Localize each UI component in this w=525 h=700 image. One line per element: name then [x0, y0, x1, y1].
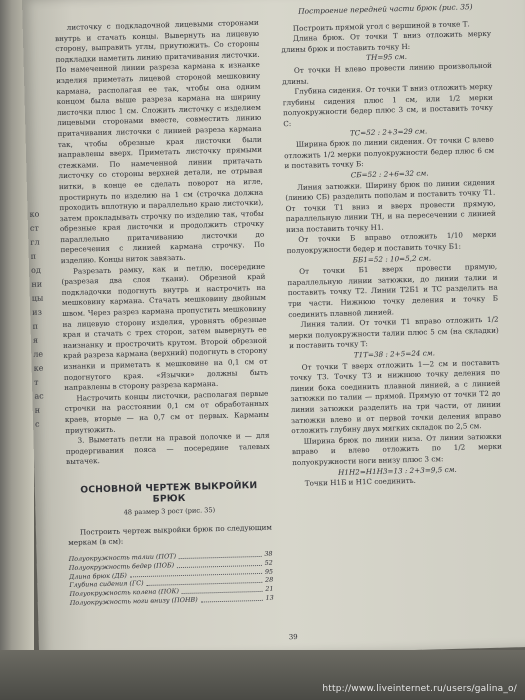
left-paragraph: 3. Выметать петли на правой полочке и — для продергивания пояса — посередине талевых вытачек.: [65, 430, 270, 467]
gutter-line: ни: [31, 279, 43, 289]
measure-label: Длина брюк (ДБ): [69, 570, 127, 581]
measure-value: 38: [264, 549, 273, 558]
leader-dots: [201, 594, 263, 602]
gutter-line: ле: [33, 349, 44, 359]
page-number: 39: [288, 633, 298, 642]
right-paragraph: Длина брюк. От точки Т вниз отложить мерку длины брюк и поставить точку Н:: [281, 28, 492, 55]
gutter-line: цы: [31, 293, 44, 303]
section-subheading: 48 размер 3 рост (рис. 35): [123, 506, 216, 517]
left-paragraph: листочку с подкладочной лицевыми сторонами внутрь и стачать концы. Вывернуть на лицевую сторону, выправить углы, приутюжить. Со стороны подкладки наметить линию притачивания листочки. По намеченной линии разреза кармана к изнанке изделия приметать лицевой стороной мешковину кармана, располагая ее так, чтобы она одним концом была выше разреза кармана на ширину листочки плюс 1 см. Сложить листочку с изделием лицевыми сторонами вместе, совместить линию притачивания листочки с линией разреза кармана так, чтобы обрезные края листочки были направлены вверх. Приметать листочку прямыми стежками. По намеченной линии притачать листочку со стороны верхней детали, не отрывая нитки, в конце ее сделать поворот на игле, простирнуть по изделию на 1 см (строчка должна проходить вплотную и параллельно краю листочки), затем прокладывать строчку по изделию так, чтобы обрезные края листочки и продолжить строчку параллельно притачиванию листочки до пересечения с линией кармана строчку. По изделию. Концы ниток завязать.: [54, 17, 265, 266]
measures-intro: Построить чертеж выкройки брюк по следующим меркам (в см):: [68, 522, 272, 548]
measure-label: Глубина сидения (ГС): [69, 579, 144, 590]
formula-line: Н1Н2=Н1Н3=13 : 2+3=9,5 см.: [337, 464, 457, 477]
gutter-line: н: [34, 405, 41, 415]
right-paragraph: От точки Т вверх отложить 1—2 см и поставить точку Т3. Точку Т3 и нижнюю точку деления по линии бока соединить плавной линией, а с линией затюжки по талии — прямой. Прямую от точки Т2 до линии затюжки разделить на три части, от линии затюжки влево и от первой точки деления вправо отложить глубину двух мягких складок по 2,5 см.: [289, 357, 502, 436]
formula-line: ББ1=52 : 10=5,2 см.: [352, 253, 432, 265]
gutter-line: я: [32, 335, 39, 345]
gutter-line: од: [30, 265, 41, 275]
left-paragraph: Настрочить концы листочки, располагая первые строчки на расстоянии 0,1 см от обработанных краев, вторые — на 0,7 см от первых. Карманы приутюжить.: [64, 388, 270, 435]
right-paragraph: Линия талии. От точки Т1 вправо отложить 1/2 мерки полуокружности талии плюс 5 см (на складки) и поставить точку Т:: [288, 314, 499, 351]
formula-line: ТС=52 : 2+3=29 см.: [349, 125, 428, 137]
gutter-line: п: [32, 321, 39, 331]
formula-line: СБ=52 : 2+6=32 см.: [350, 168, 429, 180]
right-column-header: Построение передней части брюк (рис. 35): [298, 2, 473, 16]
measures-list: [69, 550, 274, 608]
formula-line: Т1Т=38 : 2+5=24 см.: [353, 348, 436, 360]
right-blocks: [281, 18, 503, 489]
measure-value: 95: [264, 567, 274, 576]
right-paragraph: От точки Б1 вверх провести прямую, параллельную линии затюжки, до линии талии и поставить точку Т2. Линии Т2Б1 и ТС разделить на три части. Нижнюю точку деления и точку Б соединить плавной линией.: [287, 261, 499, 319]
measure-label: Полуокружность бедер (ПОБ): [68, 560, 175, 572]
right-paragraph: Ширина брюк по линии сидения. От точки С влево отложить 1/2 мерки полуокружности бедер плюс 6 см и поставить точку Б:: [284, 134, 495, 171]
measure-label: Полуокружность ноги внизу (ПОНВ): [69, 595, 198, 607]
right-paragraph: Точки Н1Б и Н1С соединить.: [304, 475, 416, 488]
gutter-line: ас: [34, 391, 44, 401]
measure-value: 21: [265, 584, 274, 593]
watermark-url: http://www.liveinternet.ru/users/galina_o/: [322, 684, 517, 694]
section-heading: ОСНОВНОЙ ЧЕРТЕЖ ВЫКРОЙКИ БРЮК: [80, 479, 258, 505]
right-column: [280, 2, 503, 490]
right-paragraph: Глубина сидения. От точки Т вниз отложить мерку глубины сидения плюс 1 см, или 1/2 мерки полуокружности бедер плюс 3 см, и поставить точку С:: [282, 81, 494, 129]
measure-label: Полуокружность талии (ПОТ): [68, 552, 177, 563]
measure-value: 13: [265, 593, 274, 602]
measure-label: Полуокружность колена (ПОК): [69, 587, 180, 599]
right-paragraph: От точки Н влево провести линию произвольной длины.: [282, 60, 492, 86]
gutter-line: из: [32, 307, 42, 317]
book-page: [22, 0, 525, 660]
measure-value: 52: [264, 558, 273, 567]
leader-dots: [182, 585, 263, 594]
gutter-line: ко: [29, 209, 40, 219]
right-paragraph: Ширина брюк по линии низа. От линии затюжки вправо и влево отложить по 1/2 мерки полуокружности ноги внизу плюс 3 см:: [291, 431, 502, 468]
gutter-line: т: [33, 377, 39, 387]
right-paragraph: Линия затюжки. Ширину брюк по линии сидения (линию СБ) разделить пополам и поставить точку Т1. От точки Т1 вниз и вверх провести прямую, параллельную линии ТН, и на пересечении с линией низа поставить точку Н1.: [285, 177, 496, 235]
gutter-line: ст: [29, 223, 40, 233]
gutter-line: с: [34, 419, 40, 429]
left-paragraph: Разрезать рамку, как и петлю, посередине (разрезая два слоя ткани). Обрезной край подкладочки подогнуть внутрь и настрочить на мешковину кармана. Стачать мешковину двойным швом. Через разрез кармана пропустить мешковину на лицевую сторону изделия, уровнять обрезные края и стачать с трех сторон, затем вывернуть ее наизнанку и прострочить крутом. Второй обрезной край разреза кармана (верхний) подогнуть в сторону изнанки и приметать к мешковине на 0,1 см от подогнутого края. «Язычки» должны быть направлены в сторону разреза кармана.: [61, 261, 268, 393]
left-column: [55, 18, 274, 608]
leader-dots: [177, 559, 262, 568]
gutter-line: гл: [30, 237, 40, 247]
measure-value: 28: [265, 575, 274, 585]
formula-line: ТН=95 см.: [366, 52, 408, 63]
gutter-line: ке: [33, 363, 44, 373]
gutter-line: п: [30, 251, 37, 261]
left-paragraphs: [55, 18, 271, 468]
leader-dots: [179, 550, 262, 559]
right-paragraph: От точки Б вправо отложить 1/10 мерки полуокружности бедер и поставить точку Б1:: [286, 230, 497, 256]
right-paragraph: Построить прямой угол с вершиной в точке Т.: [292, 18, 470, 33]
